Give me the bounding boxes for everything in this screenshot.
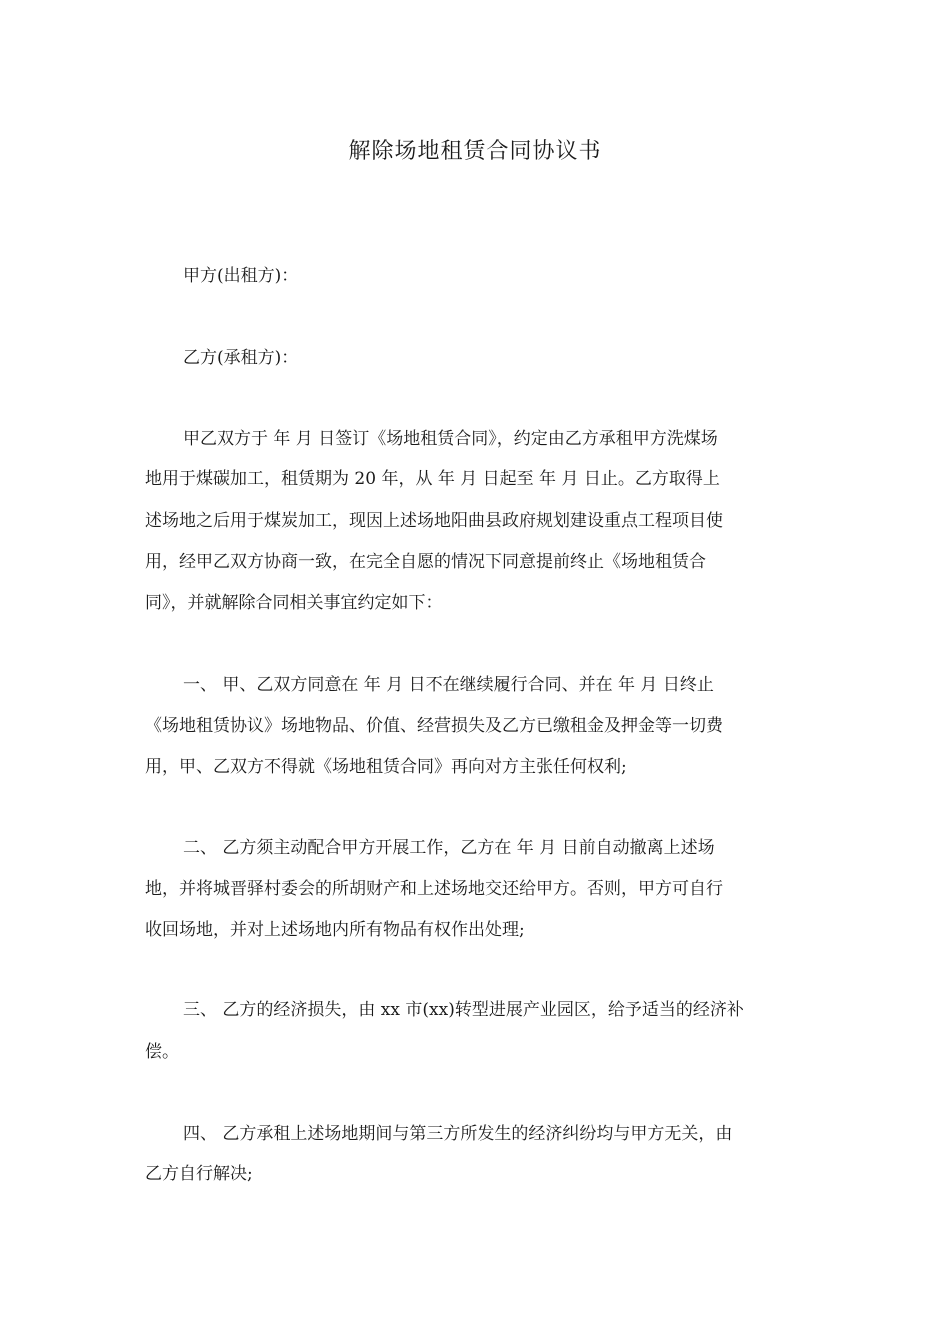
paragraph-line: 三、 乙方的经济损失，由 xx 市(xx)转型进展产业园区，给予适当的经济补 [183, 1000, 744, 1020]
paragraph-line: 偿。 [145, 1042, 179, 1062]
paragraph-line: 《场地租赁协议》场地物品、价值、经营损失及乙方已缴租金及押金等一切费 [145, 716, 723, 736]
party-a-label: 甲方(出租方)： [183, 266, 299, 286]
paragraph-line: 二、 乙方须主动配合甲方开展工作，乙方在 年 月 日前自动撤离上述场 [183, 838, 715, 858]
paragraph-line: 地用于煤碳加工，租赁期为 20 年，从 年 月 日起至 年 月 日止。乙方取得上 [145, 469, 720, 489]
paragraph-line: 乙方自行解决; [145, 1164, 253, 1184]
paragraph-line: 四、 乙方承租上述场地期间与第三方所发生的经济纠纷均与甲方无关，由 [183, 1124, 733, 1144]
paragraph-line: 收回场地，并对上述场地内所有物品有权作出处理; [145, 920, 525, 940]
paragraph-line: 用，甲、乙双方不得就《场地租赁合同》再向对方主张任何权利; [145, 757, 627, 777]
paragraph-line: 用，经甲乙双方协商一致，在完全自愿的情况下同意提前终止《场地租赁合 [145, 552, 706, 572]
document-title: 解除场地租赁合同协议书 [348, 139, 602, 164]
party-b-label: 乙方(承租方)： [183, 348, 299, 368]
paragraph-line: 地，并将城晋驿村委会的所胡财产和上述场地交还给甲方。否则，甲方可自行 [145, 879, 723, 899]
paragraph-line: 一、 甲、乙双方同意在 年 月 日不在继续履行合同、并在 年 月 日终止 [183, 675, 714, 695]
paragraph-line: 述场地之后用于煤炭加工，现因上述场地阳曲县政府规划建设重点工程项目使 [145, 511, 723, 531]
paragraph-line: 同》，并就解除合同相关事宜约定如下： [145, 593, 443, 613]
paragraph-line: 甲乙双方于 年 月 日签订《场地租赁合同》，约定由乙方承租甲方洗煤场 [183, 429, 718, 449]
